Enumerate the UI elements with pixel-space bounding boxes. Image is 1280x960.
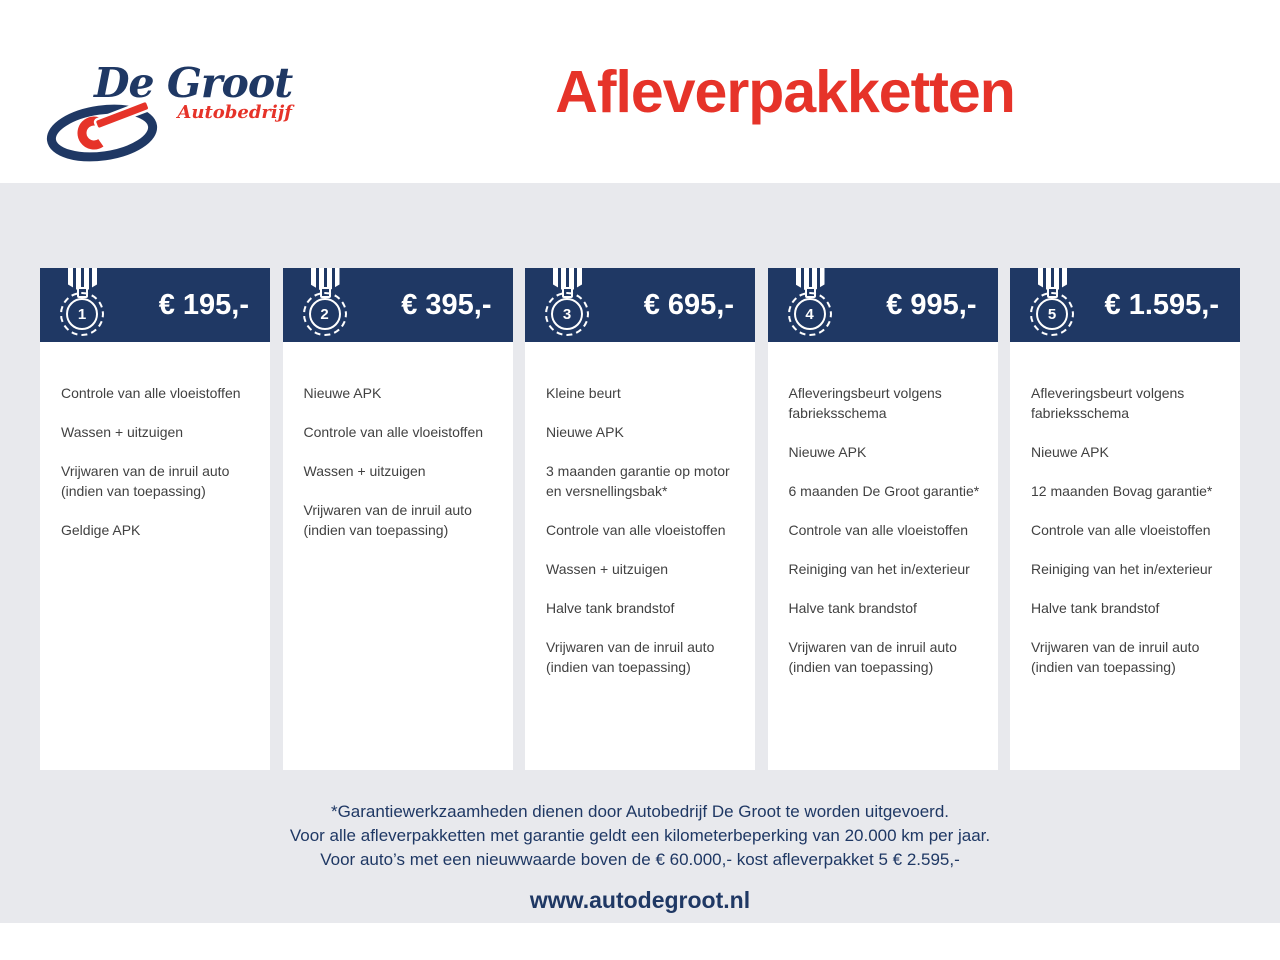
medal-icon [768,268,842,342]
medal-icon [1010,268,1084,342]
package-item: Halve tank brandstof [546,600,675,616]
package-item: Controle van alle vloeistoffen [1031,522,1211,538]
package-item: Nieuwe APK [788,444,867,460]
medal-number: 4 [794,298,826,330]
package-item: Vrijwaren van de inruil auto (indien van toepassing) [61,463,230,499]
medal-number: 2 [309,298,341,330]
package-price: € 995,- [886,288,977,321]
medal-icon [40,268,114,342]
medal-icon [283,268,357,342]
brand-logo [44,60,296,165]
package-item: Afleveringsbeurt volgens fabrieksschema [1031,385,1185,421]
package-item: Halve tank brandstof [788,600,917,616]
footnotes [0,800,1280,872]
package-item: Vrijwaren van de inruil auto (indien van toepassing) [788,639,957,675]
package-items [40,342,270,540]
package-price: € 1.595,- [1104,288,1219,321]
medal-number: 3 [551,298,583,330]
package-card-2 [283,268,513,770]
packages-row [40,183,1240,770]
package-item: Controle van alle vloeistoffen [546,522,726,538]
package-items [283,342,513,540]
logo-subtitle: Autobedrijf [177,102,292,123]
package-card-header [1010,268,1240,342]
package-item: Geldige APK [61,522,141,538]
package-items [525,342,755,677]
package-price: € 395,- [401,288,492,321]
package-items [1010,342,1240,677]
medal-number: 5 [1036,298,1068,330]
medal-number: 1 [66,298,98,330]
footnote-line: Voor alle afleverpakketten met garantie geldt een kilometerbeperking van 20.000 km per jaar. [289,826,991,845]
package-item: Controle van alle vloeistoffen [61,385,241,401]
header [0,0,1280,183]
package-card-header [525,268,755,342]
package-card-3 [525,268,755,770]
package-item: Vrijwaren van de inruil auto (indien van toepassing) [1031,639,1200,675]
medal-icon [525,268,599,342]
package-item: Controle van alle vloeistoffen [303,424,484,440]
package-item: Controle van alle vloeistoffen [788,522,969,538]
package-item: Reiniging van het in/exterieur [1031,561,1213,577]
package-item: 12 maanden Bovag garantie* [1031,483,1213,499]
package-item: Halve tank brandstof [1031,600,1160,616]
package-card-4 [768,268,998,770]
package-item: Wassen + uitzuigen [303,463,426,479]
package-card-header [283,268,513,342]
package-card-1 [40,268,270,770]
package-price: € 195,- [158,288,249,321]
package-item: Reiniging van het in/exterieur [788,561,970,577]
package-item: Vrijwaren van de inruil auto (indien van toepassing) [303,502,472,538]
bottom-strip [0,923,1280,960]
package-item: Afleveringsbeurt volgens fabrieksschema [788,385,942,421]
package-card-header [40,268,270,342]
website-url: www.autodegroot.nl [529,887,751,913]
package-items [768,342,998,677]
package-item: Kleine beurt [546,385,621,401]
package-item: 3 maanden garantie op motor en versnellingsbak* [546,463,730,499]
footnote-line: *Garantiewerkzaamheden dienen door Autobedrijf De Groot te worden uitgevoerd. [330,802,950,821]
logo-name: De Groot [94,59,293,107]
package-item: Nieuwe APK [546,424,624,440]
package-card-header [768,268,998,342]
package-item: Wassen + uitzuigen [546,561,669,577]
package-item: 6 maanden De Groot garantie* [788,483,980,499]
package-item: Vrijwaren van de inruil auto (indien van toepassing) [546,639,715,675]
package-price: € 695,- [643,288,734,321]
content-area [0,183,1280,923]
page-title: Afleverpakketten [555,59,1015,125]
footnote-line: Voor auto’s met een nieuwwaarde boven de € 60.000,- kost afleverpakket 5 € 2.595,- [320,850,960,869]
package-item: Nieuwe APK [1031,444,1109,460]
package-item: Wassen + uitzuigen [61,424,184,440]
package-item: Nieuwe APK [303,385,382,401]
package-card-5 [1010,268,1240,770]
